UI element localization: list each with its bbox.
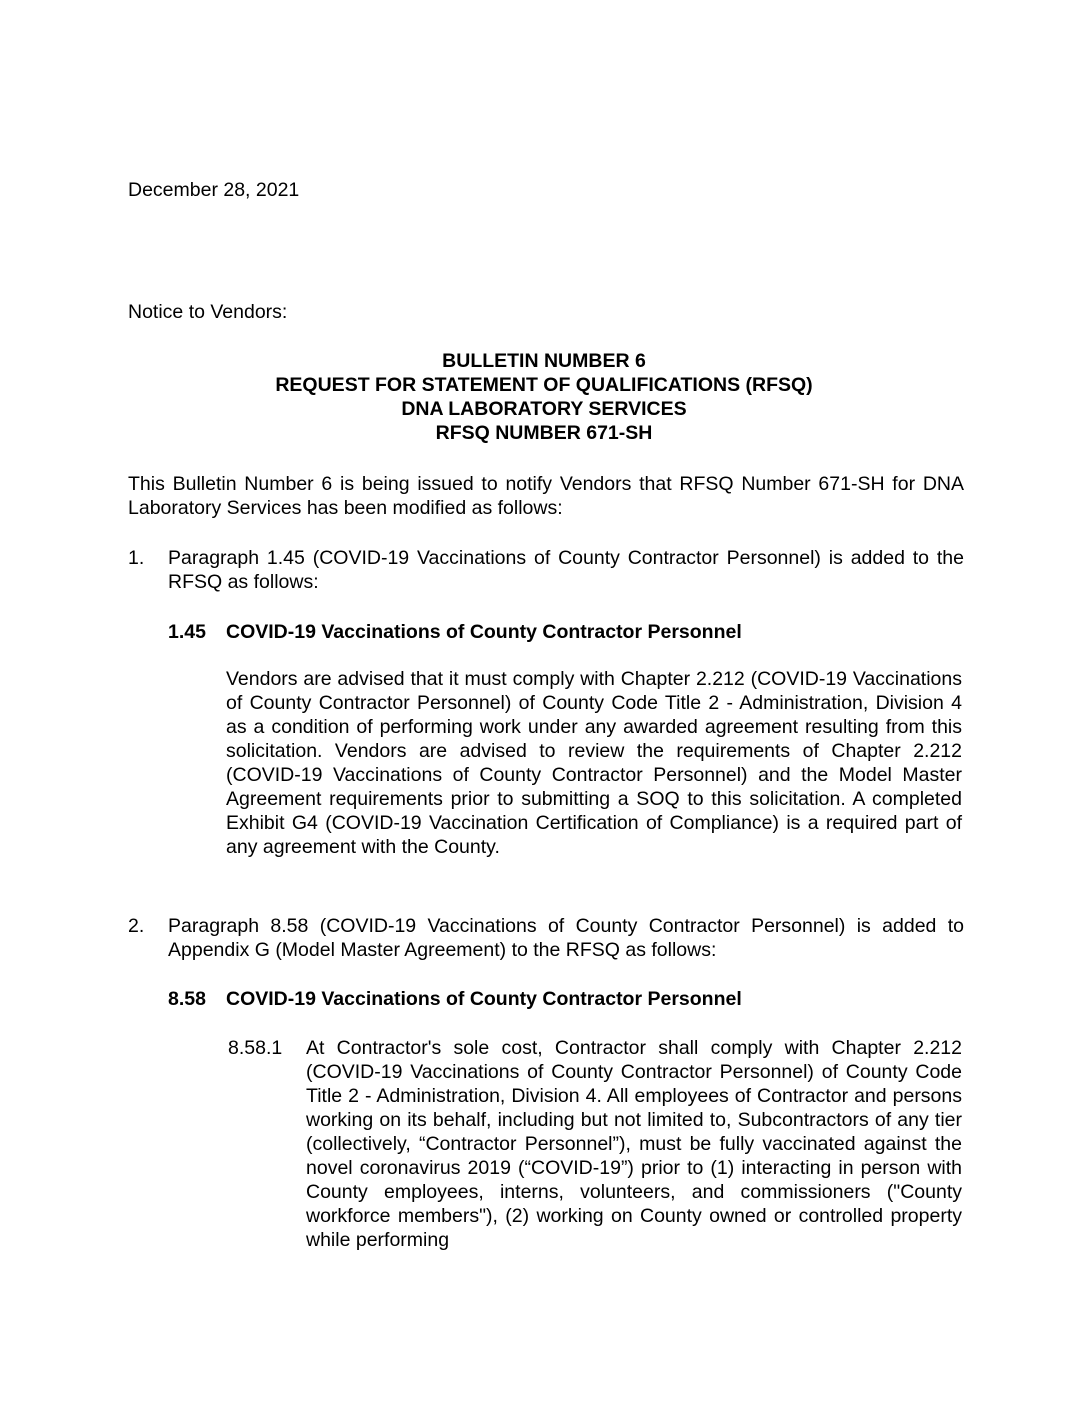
heading-line-rfsq-number: RFSQ NUMBER 671-SH (435, 422, 653, 444)
list-item-number: 1. (128, 547, 145, 569)
list-item-text: Paragraph 1.45 (COVID-19 Vaccinations of County Contractor Personnel) is added to the RFSQ as follows: (168, 547, 964, 593)
list-item-text: Paragraph 8.58 (COVID-19 Vaccinations of County Contractor Personnel) is added to Appendix G (Model Master Agreement) to the RFSQ as follows: (168, 915, 964, 961)
section-title: COVID-19 Vaccinations of County Contractor Personnel (226, 988, 742, 1010)
section-number: 8.58 (168, 988, 206, 1010)
clause-body: At Contractor's sole cost, Contractor shall comply with Chapter 2.212 (COVID-19 Vaccinations of County Contractor Personnel) of County Code Title 2 - Administration, Division 4. All employees of Contractor and persons working on its behalf, including but not limited to, Subcontractors of any tier (collectively, “Contractor Personnel”), must be fully vaccinated against the novel coronavirus 2019 (“COVID-19”) prior to (1) interacting in person with County employees, interns, volunteers, and commissioners ("County workforce members"), (2) working on County owned or controlled property while performing (306, 1037, 962, 1251)
document-date: December 28, 2021 (128, 179, 300, 201)
clause-number: 8.58.1 (228, 1037, 283, 1059)
intro-paragraph: This Bulletin Number 6 is being issued to notify Vendors that RFSQ Number 671-SH for DNA Laboratory Services has been modified as follows: (128, 473, 964, 519)
section-number: 1.45 (168, 621, 206, 643)
salutation: Notice to Vendors: (128, 301, 288, 323)
section-body: Vendors are advised that it must comply with Chapter 2.212 (COVID-19 Vaccinations of County Contractor Personnel) of County Code Title 2 - Administration, Division 4 as a condition of performing work under any awarded agreement resulting from this solicitation. Vendors are advised to review the requirements of Chapter 2.212 (COVID-19 Vaccinations of County Contractor Personnel) and the Model Master Agreement requirements prior to submitting a SOQ to this solicitation. A completed Exhibit G4 (COVID-19 Vaccination Certification of Compliance) is a required part of any agreement with the County. (226, 668, 962, 858)
bulletin-heading (128, 349, 960, 445)
heading-line-request-title: REQUEST FOR STATEMENT OF QUALIFICATIONS (RFSQ) (275, 374, 813, 396)
list-item-number: 2. (128, 915, 145, 937)
section-title: COVID-19 Vaccinations of County Contractor Personnel (226, 621, 742, 643)
heading-line-bulletin-number: BULLETIN NUMBER 6 (442, 350, 646, 372)
heading-line-service-name: DNA LABORATORY SERVICES (401, 398, 687, 420)
